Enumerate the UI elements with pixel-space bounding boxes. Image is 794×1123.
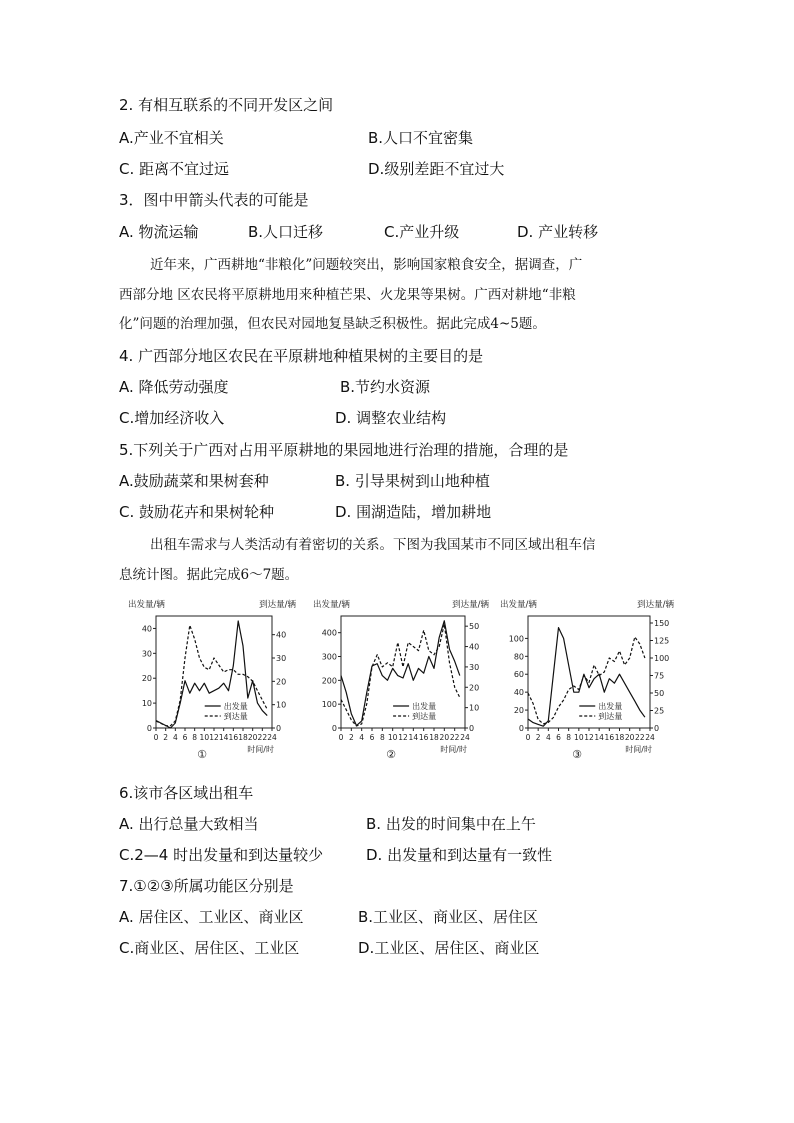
x-tick-label: 20 (624, 733, 635, 742)
x-tick-label: 0 (525, 733, 531, 742)
q3-option-a: A. 物流运输 (119, 223, 199, 241)
series-line-2 (156, 625, 267, 725)
right-axis-title: 到达量/辆 (452, 600, 489, 610)
x-tick-label: 0 (153, 733, 159, 742)
q5-option-d: D. 围湖造陆，增加耕地 (335, 503, 492, 521)
q2-option-a: A.产业不宜相关 (119, 129, 224, 147)
q3-option-b: B.人口迁移 (248, 223, 324, 241)
q3-option-c: C.产业升级 (384, 223, 460, 241)
x-tick-label: 18 (238, 733, 248, 742)
right-tick-label: 100 (654, 654, 670, 663)
x-tick-label: 10 (387, 733, 398, 742)
x-tick-label: 8 (192, 733, 198, 742)
x-tick-label: 18 (429, 733, 439, 742)
right-tick-label: 125 (654, 636, 670, 646)
left-tick-label: 80 (513, 652, 524, 662)
q4-option-d: D. 调整农业结构 (335, 409, 447, 427)
x-tick-label: 22 (449, 733, 460, 742)
legend-label: 出发量 (223, 702, 248, 711)
right-axis-title: 到达量/辆 (259, 600, 296, 610)
legend-label: 到达量 (223, 712, 248, 721)
figure-label: ① (197, 748, 207, 761)
plot-frame (156, 616, 272, 728)
x-tick-label: 2 (163, 733, 169, 742)
x-axis-title: 时间/时 (625, 745, 652, 754)
series-line-1 (528, 628, 645, 727)
x-tick-label: 16 (228, 733, 239, 742)
plot-frame (528, 616, 650, 728)
x-tick-label: 4 (359, 733, 365, 742)
q7-option-c: C.商业区、居住区、工业区 (119, 939, 300, 957)
left-tick-label: 100 (508, 634, 524, 644)
right-tick-label: 30 (276, 654, 287, 663)
x-tick-label: 4 (172, 733, 178, 742)
x-tick-label: 24 (645, 733, 655, 742)
legend-label: 出发量 (598, 702, 623, 711)
left-tick-label: 0 (331, 724, 337, 733)
q2-option-c: C. 距离不宜过远 (119, 160, 230, 178)
passage1-line3: 化”问题的治理加强，但农民对园地复垦缺乏积极性。据此完成4~5题。 (119, 316, 546, 332)
x-tick-label: 10 (199, 733, 210, 742)
right-tick-label: 10 (276, 700, 287, 710)
x-tick-label: 6 (182, 733, 188, 742)
passage1-line2: 西部分地 区农民将平原耕地用来种植芒果、火龙果等果树。广西对耕地“非粮 (119, 287, 576, 303)
series-line-2 (341, 624, 460, 726)
right-tick-label: 50 (469, 622, 480, 632)
legend-label: 到达量 (412, 712, 437, 721)
x-tick-label: 16 (418, 733, 429, 742)
x-tick-label: 6 (556, 733, 561, 742)
x-axis-title: 时间/时 (440, 745, 467, 754)
x-tick-label: 24 (267, 733, 277, 742)
right-axis-title: 到达量/辆 (637, 600, 674, 610)
x-tick-label: 18 (614, 733, 625, 742)
q3-option-d: D. 产业转移 (517, 223, 599, 241)
q2-option-b: B.人口不宜密集 (368, 129, 474, 147)
q4-option-a: A. 降低劳动强度 (119, 378, 229, 396)
x-tick-label: 24 (460, 733, 470, 742)
right-tick-label: 75 (654, 671, 665, 681)
left-tick-label: 0 (518, 724, 524, 733)
left-axis-title: 出发量/辆 (313, 600, 350, 610)
left-tick-label: 200 (321, 676, 337, 686)
q5-option-a: A.鼓励蔬菜和果树套种 (119, 472, 269, 490)
q7-option-a: A. 居住区、工业区、商业区 (119, 908, 304, 926)
right-tick-label: 150 (654, 619, 670, 628)
left-tick-label: 30 (141, 649, 152, 659)
q6-option-c: C.2—4 时出发量和到达量较少 (119, 846, 324, 864)
left-tick-label: 20 (141, 674, 152, 684)
x-tick-label: 12 (398, 733, 408, 742)
right-tick-label: 0 (654, 724, 660, 733)
legend-label: 出发量 (412, 702, 437, 711)
right-tick-label: 40 (276, 630, 287, 640)
q5-option-b: B. 引导果树到山地种植 (335, 472, 490, 490)
chart-3-svg (500, 596, 676, 768)
passage2-line1: 出租车需求与人类活动有着密切的关系。下图为我国某市不同区域出租车信 (150, 537, 596, 553)
x-axis-title: 时间/时 (247, 745, 274, 754)
left-tick-label: 100 (321, 700, 337, 710)
chart-2 (313, 596, 491, 772)
legend-label: 到达量 (598, 712, 623, 721)
x-tick-label: 14 (218, 733, 229, 742)
x-tick-label: 20 (247, 733, 258, 742)
q6-stem: 6.该市各区域出租车 (119, 784, 254, 802)
x-tick-label: 6 (369, 733, 375, 742)
right-tick-label: 0 (469, 724, 475, 733)
x-tick-label: 2 (348, 733, 354, 742)
left-tick-label: 300 (321, 652, 337, 662)
q7-option-d: D.工业区、居住区、商业区 (358, 939, 540, 957)
x-tick-label: 12 (209, 733, 219, 742)
q2-stem: 2. 有相互联系的不同开发区之间 (119, 96, 334, 114)
left-tick-label: 20 (513, 706, 524, 716)
q6-option-a: A. 出行总量大致相当 (119, 815, 259, 833)
right-tick-label: 20 (469, 683, 480, 693)
left-tick-label: 0 (146, 724, 152, 733)
chart-1-svg (128, 596, 298, 768)
figure-label: ② (386, 748, 396, 761)
x-tick-label: 14 (408, 733, 419, 742)
q4-option-b: B.节约水资源 (340, 378, 431, 396)
right-tick-label: 0 (276, 724, 282, 733)
q5-stem: 5.下列关于广西对占用平原耕地的果园地进行治理的措施，合理的是 (119, 441, 569, 459)
q3-stem: 3．图中甲箭头代表的可能是 (119, 191, 309, 209)
x-tick-label: 8 (566, 733, 572, 742)
series-line-1 (156, 621, 267, 728)
q4-stem: 4. 广西部分地区农民在平原耕地种植果树的主要目的是 (119, 347, 484, 365)
chart-1 (128, 596, 298, 772)
q7-stem: 7.①②③所属功能区分别是 (119, 877, 294, 895)
x-tick-label: 0 (338, 733, 344, 742)
right-tick-label: 30 (469, 662, 480, 672)
x-tick-label: 14 (594, 733, 604, 742)
q6-option-d: D. 出发量和到达量有一致性 (366, 846, 553, 864)
q6-option-b: B. 出发的时间集中在上午 (366, 815, 536, 833)
passage2-line2: 息统计图。据此完成6～7题。 (119, 567, 299, 583)
left-axis-title: 出发量/辆 (128, 600, 165, 610)
chart-2-svg (313, 596, 491, 768)
x-tick-label: 12 (584, 733, 594, 742)
x-tick-label: 16 (604, 733, 615, 742)
x-tick-label: 2 (535, 733, 541, 742)
x-tick-label: 10 (574, 733, 584, 742)
x-tick-label: 20 (439, 733, 450, 742)
q5-option-c: C. 鼓励花卉和果树轮种 (119, 503, 275, 521)
right-tick-label: 10 (469, 703, 480, 713)
right-tick-label: 25 (654, 706, 665, 716)
q2-option-d: D.级别差距不宜过大 (368, 160, 505, 178)
x-tick-label: 8 (379, 733, 385, 742)
x-tick-label: 22 (635, 733, 645, 742)
x-tick-label: 4 (545, 733, 551, 742)
right-tick-label: 40 (469, 642, 480, 652)
passage1-line1: 近年来，广西耕地“非粮化”问题较突出，影响国家粮食安全，据调查，广 (150, 257, 583, 273)
left-tick-label: 40 (141, 624, 152, 634)
left-axis-title: 出发量/辆 (500, 600, 537, 610)
x-tick-label: 22 (257, 733, 268, 742)
chart-3 (500, 596, 676, 772)
left-tick-label: 40 (513, 688, 524, 698)
q4-option-c: C.增加经济收入 (119, 409, 225, 427)
left-tick-label: 400 (321, 628, 337, 638)
q7-option-b: B.工业区、商业区、居住区 (358, 908, 539, 926)
right-tick-label: 50 (654, 689, 665, 698)
right-tick-label: 20 (276, 677, 287, 687)
left-tick-label: 10 (141, 699, 152, 709)
figure-label: ③ (572, 748, 582, 761)
left-tick-label: 60 (513, 670, 524, 680)
